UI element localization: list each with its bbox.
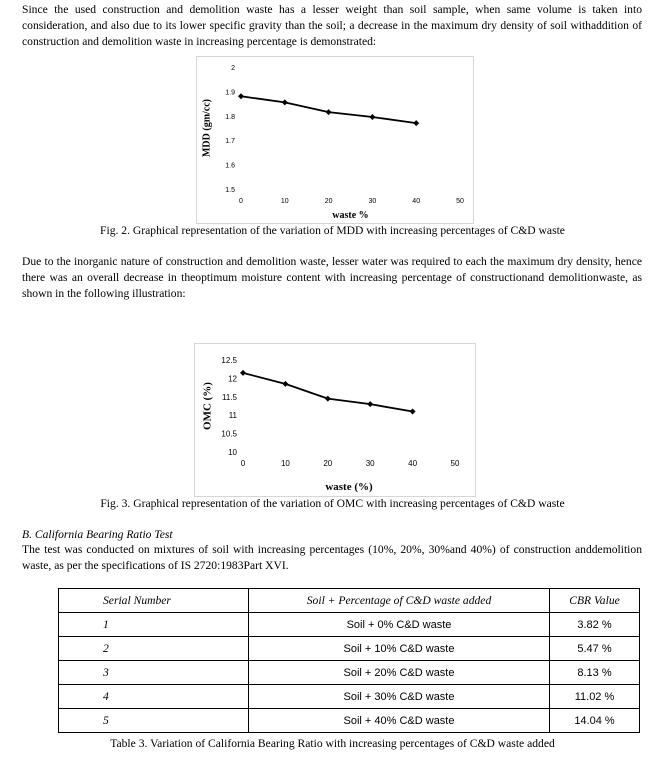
cell-serial: 4: [59, 685, 249, 709]
table-row: [59, 613, 640, 637]
cell-cbr-text: 8.13 %: [577, 667, 612, 679]
y-tick-label: 12.5: [221, 356, 237, 365]
cell-serial: 2: [59, 637, 249, 661]
x-tick-label: 30: [368, 198, 377, 205]
y-tick-label: 11.5: [222, 392, 237, 402]
data-point: [413, 120, 419, 126]
paragraph-omc-intro: Due to the inorganic nature of construction and demolition waste, lesser water was required to each the maximum dry density, hence there was an overall decrease in theoptimum moisture content with increasing percentage of constructionand demolitionwaste, as shown in the following illustration:: [22, 255, 642, 300]
data-point: [326, 109, 332, 115]
y-tick-label: 1.8: [225, 113, 235, 121]
cell-mixture-text: Soil + 0% C&D waste: [346, 619, 452, 631]
x-axis-title: waste %: [332, 210, 369, 221]
section-heading: B. California Bearing Ratio Test: [22, 528, 173, 541]
data-point: [240, 370, 246, 376]
mdd-chart: [196, 56, 474, 224]
x-tick-label: 0: [240, 459, 246, 468]
table-3-caption: Table 3. Variation of California Bearing Ratio with increasing percentages of C&D waste added: [110, 737, 555, 750]
table-row: [59, 685, 640, 709]
x-tick-label: 0: [239, 198, 243, 205]
data-point: [282, 381, 288, 387]
cell-cbr-text: 11.02 %: [574, 691, 615, 703]
paragraph-cbr-intro: The test was conducted on mixtures of soil with increasing percentages (10%, 20%, 30%and 40%) of construction anddemolition waste, as per the specifications of IS 2720:1983Part XVI.: [22, 543, 642, 572]
y-tick-label: 1.7: [225, 138, 235, 146]
header-mixture: Soil + Percentage of C&D waste added: [249, 589, 550, 613]
y-tick-label: 10.5: [221, 429, 237, 439]
cell-mixture: [249, 661, 550, 685]
omc-chart: [194, 343, 476, 497]
data-point: [410, 409, 416, 415]
figure-3-caption: Fig. 3. Graphical representation of the variation of OMC with increasing percentages of C&D waste: [100, 497, 565, 510]
cell-cbr-text: 3.82 %: [577, 619, 612, 631]
cell-mixture-text: Soil + 20% C&D waste: [343, 667, 455, 679]
y-tick-label: 1.5: [225, 187, 235, 194]
paragraph-mdd-intro: Since the used construction and demolition waste has a lesser weight than soil sample, when same volume is taken into consideration, and also due to its lower specific gravity than the soil; a decrease in the maximum dry density of soil withaddition of construction and demolition waste in increasing percentage is demonstrated:: [22, 3, 642, 48]
cell-cbr-text: 14.04 %: [574, 715, 615, 727]
cell-cbr: [550, 637, 640, 661]
y-tick-label: 10: [228, 448, 237, 457]
cell-cbr: [550, 613, 640, 637]
data-point: [238, 93, 244, 99]
header-serial-number: Serial Number: [59, 589, 249, 613]
x-tick-label: 10: [280, 198, 289, 205]
data-point: [369, 114, 375, 120]
y-tick-label: 1.9: [225, 89, 235, 97]
x-tick-label: 20: [324, 198, 333, 205]
x-tick-label: 40: [408, 459, 418, 468]
x-axis-title: waste (%): [325, 481, 373, 493]
y-tick-label: 2: [231, 65, 235, 72]
x-tick-label: 50: [450, 459, 460, 468]
y-axis-title: MDD (gm/cc): [201, 98, 213, 158]
series-line: [243, 373, 413, 412]
x-tick-label: 20: [323, 459, 333, 468]
cell-mixture-text: Soil + 10% C&D waste: [343, 643, 455, 655]
mdd-chart-svg: [197, 57, 473, 223]
data-point: [325, 396, 331, 402]
cell-serial: 5: [59, 709, 249, 733]
cell-cbr: [550, 685, 640, 709]
cell-mixture-text: Soil + 40% C&D waste: [343, 715, 455, 727]
cell-mixture: [249, 637, 550, 661]
cell-mixture: [249, 709, 550, 733]
cell-cbr: [550, 661, 640, 685]
table-row: [59, 637, 640, 661]
y-tick-label: 12: [228, 374, 237, 384]
x-tick-label: 50: [456, 198, 464, 205]
y-axis-title: OMC (%): [201, 382, 214, 430]
data-point: [367, 401, 373, 407]
cbr-table: [58, 588, 640, 733]
x-tick-label: 30: [365, 459, 375, 468]
cell-cbr-text: 5.47 %: [577, 643, 612, 655]
y-tick-label: 1.6: [225, 162, 235, 170]
table-row: [59, 709, 640, 733]
x-tick-label: 10: [280, 459, 290, 468]
x-tick-label: 40: [412, 198, 421, 205]
figure-2-caption: Fig. 2. Graphical representation of the variation of MDD with increasing percentages of C&D waste: [100, 224, 565, 237]
cell-mixture: [249, 613, 550, 637]
table-header-row: [59, 589, 640, 613]
cell-cbr: [550, 709, 640, 733]
table-row: [59, 661, 640, 685]
cell-mixture: [249, 685, 550, 709]
data-point: [282, 99, 288, 105]
cell-mixture-text: Soil + 30% C&D waste: [343, 691, 455, 703]
cell-serial: 3: [59, 661, 249, 685]
cell-serial: 1: [59, 613, 249, 637]
header-cbr-value: CBR Value: [550, 589, 640, 613]
y-tick-label: 11: [228, 411, 237, 421]
omc-chart-svg: [195, 344, 475, 496]
